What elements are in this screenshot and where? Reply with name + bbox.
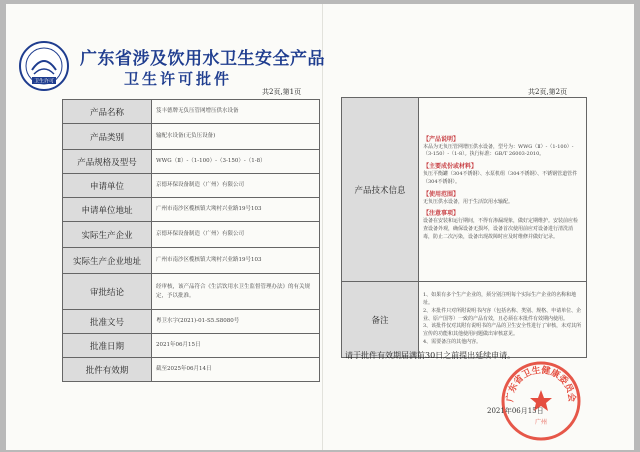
table-row (63, 174, 320, 198)
tech-info-row (342, 98, 587, 282)
field-label: 批准日期 (63, 334, 152, 358)
field-value: 京德环保设备制造（广州）有限公司 (152, 222, 320, 248)
field-label: 产品名称 (63, 100, 152, 124)
field-value: 笈丰德牌无负压管网增压供水设备 (152, 100, 320, 124)
field-value: 京德环保设备制造（广州）有限公司 (152, 174, 320, 198)
table-row (63, 124, 320, 150)
table-row (63, 358, 320, 382)
page-number-right: 共2页,第2页 (528, 88, 568, 96)
table-row (63, 334, 320, 358)
field-label: 批准文号 (63, 310, 152, 334)
table-row (63, 100, 320, 124)
remark-item: 1、如果有多个生产企业的，须分别注明每个实际生产企业的名称和地址。 (423, 292, 577, 307)
field-value: 输配水设备(无负压设备) (152, 124, 320, 150)
field-label: 产品类别 (63, 124, 152, 150)
section-heading: 【注意事项】 (423, 210, 460, 218)
emblem-caption: 卫生许可 (33, 78, 55, 85)
table-row (63, 248, 320, 274)
section-heading: 【主要成份或材料】 (423, 163, 478, 170)
technical-info-table (341, 97, 587, 358)
field-value: 2021年06月15日 (152, 334, 320, 358)
table-row (63, 274, 320, 310)
section-text: 无负压供水设备，用于生活饮用水输配。 (423, 198, 514, 205)
field-label: 申请单位 (63, 174, 152, 198)
section-text: 负压平衡罐（304不锈钢）、水泵机组（304不锈钢）、不锈钢管道管件（304不锈钢）。 (423, 171, 578, 185)
table-row (63, 150, 320, 174)
section-heading: 【产品说明】 (423, 135, 460, 143)
remarks-content (419, 282, 587, 358)
field-value: 粤卫水字(2021)-01-S5.S8080号 (152, 310, 320, 334)
table-row (63, 198, 320, 222)
field-value: WWG（Ⅱ）-（1-100）-（3-150）-（1-8） (152, 150, 320, 174)
field-label: 产品规格及型号 (63, 150, 152, 174)
section-heading: 【使用范围】 (423, 190, 460, 198)
field-label: 批件有效期 (63, 358, 152, 382)
table-row (63, 310, 320, 334)
field-value: 经审核，该产品符合《生活饮用水卫生监督管理办法》的有关规定，予以批准。 (152, 274, 320, 310)
field-label: 审批结论 (63, 274, 152, 310)
official-seal-icon (500, 360, 582, 442)
section-text: 设备在安装和运行期间，不得有渗漏现象，做好定期维护。安装前应检查设备外观，确保设备无损坏，设备首次使用前应对设备进行清洗消毒，防止二次污染，设备出现故障时应及时维修并做好记录。 (423, 218, 579, 240)
table-row (63, 222, 320, 248)
remarks-label: 备注 (342, 282, 419, 358)
seal-subtext: 广州 (534, 419, 548, 426)
field-label: 实际生产企业地址 (63, 248, 152, 274)
remark-item: 2、本批件只对所附说明书内容（包括名称、类别、规格、申请单位、企业、原产国等）一致的产品有效，且必须在本批件有效期内使用。 (423, 307, 582, 322)
document-title: 广东省涉及饮用水卫生安全产品 (80, 49, 325, 69)
remarks-row (342, 282, 587, 358)
remark-item: 3、该批件仅对其附有说明书的产品的卫生安全性进行了审核，未对其所宣传的功能和其他使用问题做出审核意见。 (423, 323, 582, 338)
emblem-icon (18, 40, 70, 92)
remark-item: 4、需要备注的其他内容。 (423, 338, 482, 345)
field-value: 广州市南沙区榄核镇大坳村兴业路19号103 (152, 198, 320, 222)
field-label: 申请单位地址 (63, 198, 152, 222)
field-value: 截至2025年06月14日 (152, 358, 320, 382)
field-label: 实际生产企业 (63, 222, 152, 248)
page-number-left: 共2页,第1页 (262, 88, 302, 96)
approval-info-table (62, 99, 320, 382)
field-value: 广州市南沙区榄核镇大坳村兴业路19号103 (152, 248, 320, 274)
renewal-note: 请于批件有效期届满前30日之前提出延续申请。 (345, 351, 516, 360)
seal-text: 广东省卫生健康委员会 (505, 365, 577, 403)
tech-info-label: 产品技术信息 (342, 98, 419, 282)
section-text: 本品为无负压管网增压供水设备，型号为：WWG（Ⅱ）-（1-100）-（3-150）-（1-8）。执行标准：GB/T 26003-2010。 (423, 143, 574, 158)
seal-date: 2021年06月15日 (487, 407, 544, 415)
document-subtitle: 卫生许可批件 (124, 70, 233, 88)
tech-info-content (419, 98, 587, 282)
